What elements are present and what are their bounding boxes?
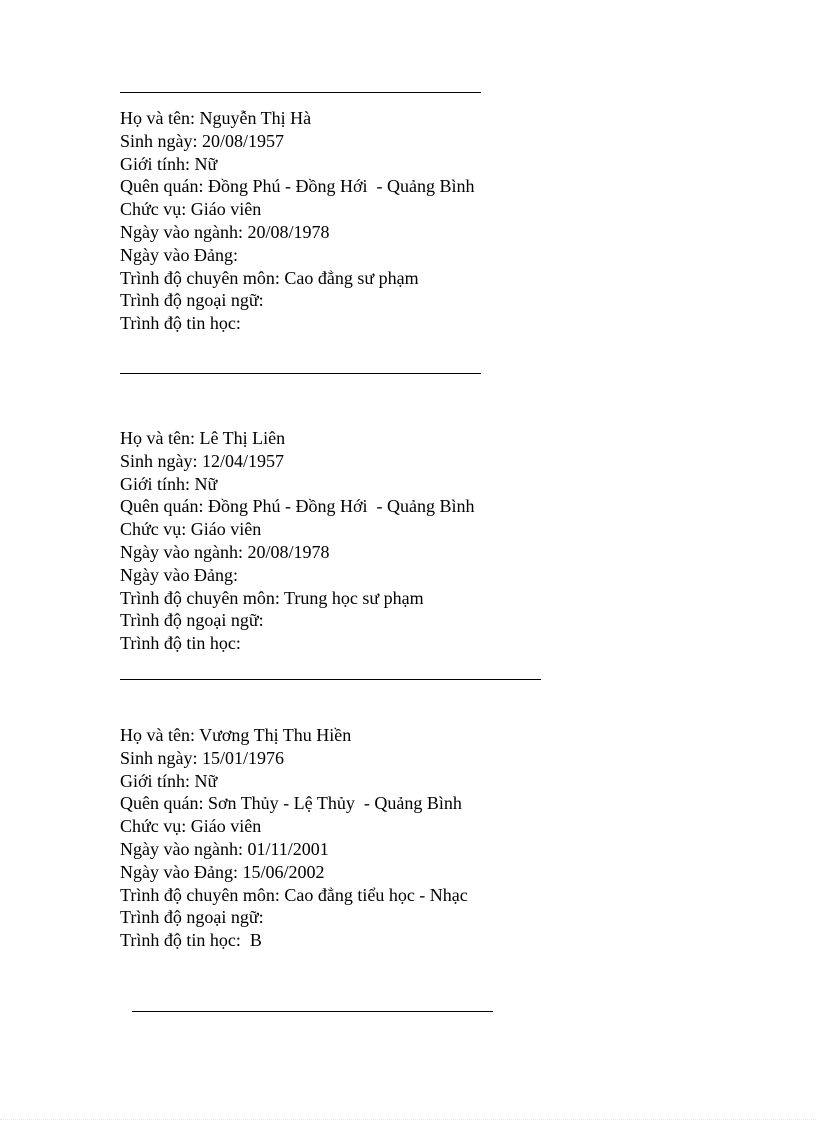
field-label: Sinh ngày: — [120, 450, 203, 471]
field-value: Lê Thị Liên — [199, 428, 286, 448]
field-value: Giáo viên — [190, 519, 262, 540]
field-label: Họ và tên: — [120, 428, 200, 448]
field-label: Quên quán: — [120, 496, 208, 517]
field-label: Giới tính: — [120, 770, 195, 791]
record-it — [120, 632, 475, 655]
record-join-party — [120, 861, 468, 884]
record-gender — [120, 153, 475, 176]
record-join-party — [120, 244, 475, 267]
field-label: Quên quán: — [120, 176, 208, 197]
record-join-party — [120, 564, 475, 587]
separator-line-2 — [120, 679, 541, 680]
field-label: Trình độ ngoại ngữ: — [120, 907, 269, 928]
record-join-sector — [120, 541, 475, 564]
record-name — [120, 724, 468, 747]
field-value: Giáo viên — [190, 199, 262, 220]
separator-line-bottom — [132, 1011, 493, 1012]
field-label: Ngày vào ngành: — [120, 838, 248, 859]
record-gender — [120, 473, 475, 496]
field-label: Sinh ngày: — [120, 130, 203, 151]
field-value: Sơn Thủy - Lệ Thủy - Quảng Bình — [207, 793, 462, 814]
record-hometown — [120, 175, 475, 198]
record-join-sector — [120, 838, 468, 861]
record-professional — [120, 267, 475, 290]
field-label: Trình độ chuyên môn: — [120, 587, 285, 608]
field-value: Nữ — [194, 473, 218, 494]
field-label: Trình độ chuyên môn: — [120, 267, 285, 288]
field-label: Trình độ ngoại ngữ: — [120, 290, 269, 311]
field-label: Họ và tên: — [120, 108, 200, 128]
field-label: Trình độ tin học: — [120, 633, 246, 654]
staff-record-2 — [120, 427, 475, 655]
field-label: Họ và tên: — [120, 725, 200, 745]
record-dob — [120, 130, 475, 153]
field-value: Đồng Phú - Đồng Hới - Quảng Bình — [207, 496, 475, 517]
record-position — [120, 518, 475, 541]
record-professional — [120, 587, 475, 610]
field-value: Cao đẳng sư phạm — [284, 267, 419, 288]
record-foreign-language — [120, 609, 475, 632]
field-value: Giáo viên — [190, 816, 262, 837]
field-label: Ngày vào Đảng: — [120, 564, 243, 585]
separator-line-top — [120, 92, 481, 93]
field-value: Cao đẳng tiểu học - Nhạc — [284, 884, 468, 905]
field-label: Trình độ tin học: — [120, 930, 246, 951]
record-position — [120, 198, 475, 221]
record-position — [120, 815, 468, 838]
field-label: Giới tính: — [120, 473, 195, 494]
field-label: Chức vụ: — [120, 816, 191, 837]
record-foreign-language — [120, 289, 475, 312]
field-value: B — [245, 930, 262, 951]
field-label: Ngày vào ngành: — [120, 221, 248, 242]
field-label: Giới tính: — [120, 153, 195, 174]
record-dob — [120, 450, 475, 473]
staff-record-1 — [120, 107, 475, 335]
field-label: Trình độ tin học: — [120, 313, 246, 334]
separator-line-1 — [120, 373, 481, 374]
field-value: 15/01/1976 — [202, 747, 285, 768]
field-value: Nữ — [194, 770, 218, 791]
field-value: Đồng Phú - Đồng Hới - Quảng Bình — [207, 176, 475, 197]
field-value: Trung học sư phạm — [284, 587, 424, 608]
record-it — [120, 929, 468, 952]
field-label: Chức vụ: — [120, 519, 191, 540]
record-name — [120, 427, 475, 450]
field-value: 12/04/1957 — [202, 450, 285, 471]
field-label: Trình độ ngoại ngữ: — [120, 610, 269, 631]
field-label: Sinh ngày: — [120, 747, 203, 768]
field-label: Ngày vào ngành: — [120, 541, 248, 562]
record-dob — [120, 747, 468, 770]
field-value: 20/08/1957 — [202, 130, 285, 151]
record-it — [120, 312, 475, 335]
record-gender — [120, 770, 468, 793]
field-label: Quên quán: — [120, 793, 208, 814]
field-value: Vương Thị Thu Hiền — [199, 725, 352, 745]
record-join-sector — [120, 221, 475, 244]
field-label: Ngày vào Đảng: — [120, 244, 243, 265]
field-label: Ngày vào Đảng: — [120, 861, 243, 882]
field-value: 15/06/2002 — [242, 861, 325, 882]
record-professional — [120, 884, 468, 907]
field-label: Trình độ chuyên môn: — [120, 884, 285, 905]
staff-record-3 — [120, 724, 468, 952]
field-value: 20/08/1978 — [247, 541, 330, 562]
record-hometown — [120, 495, 475, 518]
record-hometown — [120, 792, 468, 815]
record-name — [120, 107, 475, 130]
field-value: 20/08/1978 — [247, 221, 330, 242]
field-value: Nữ — [194, 153, 218, 174]
page-bottom-edge — [0, 1119, 816, 1120]
field-value: Nguyễn Thị Hà — [199, 108, 312, 128]
field-value: 01/11/2001 — [247, 838, 329, 859]
field-label: Chức vụ: — [120, 199, 191, 220]
record-foreign-language — [120, 906, 468, 929]
